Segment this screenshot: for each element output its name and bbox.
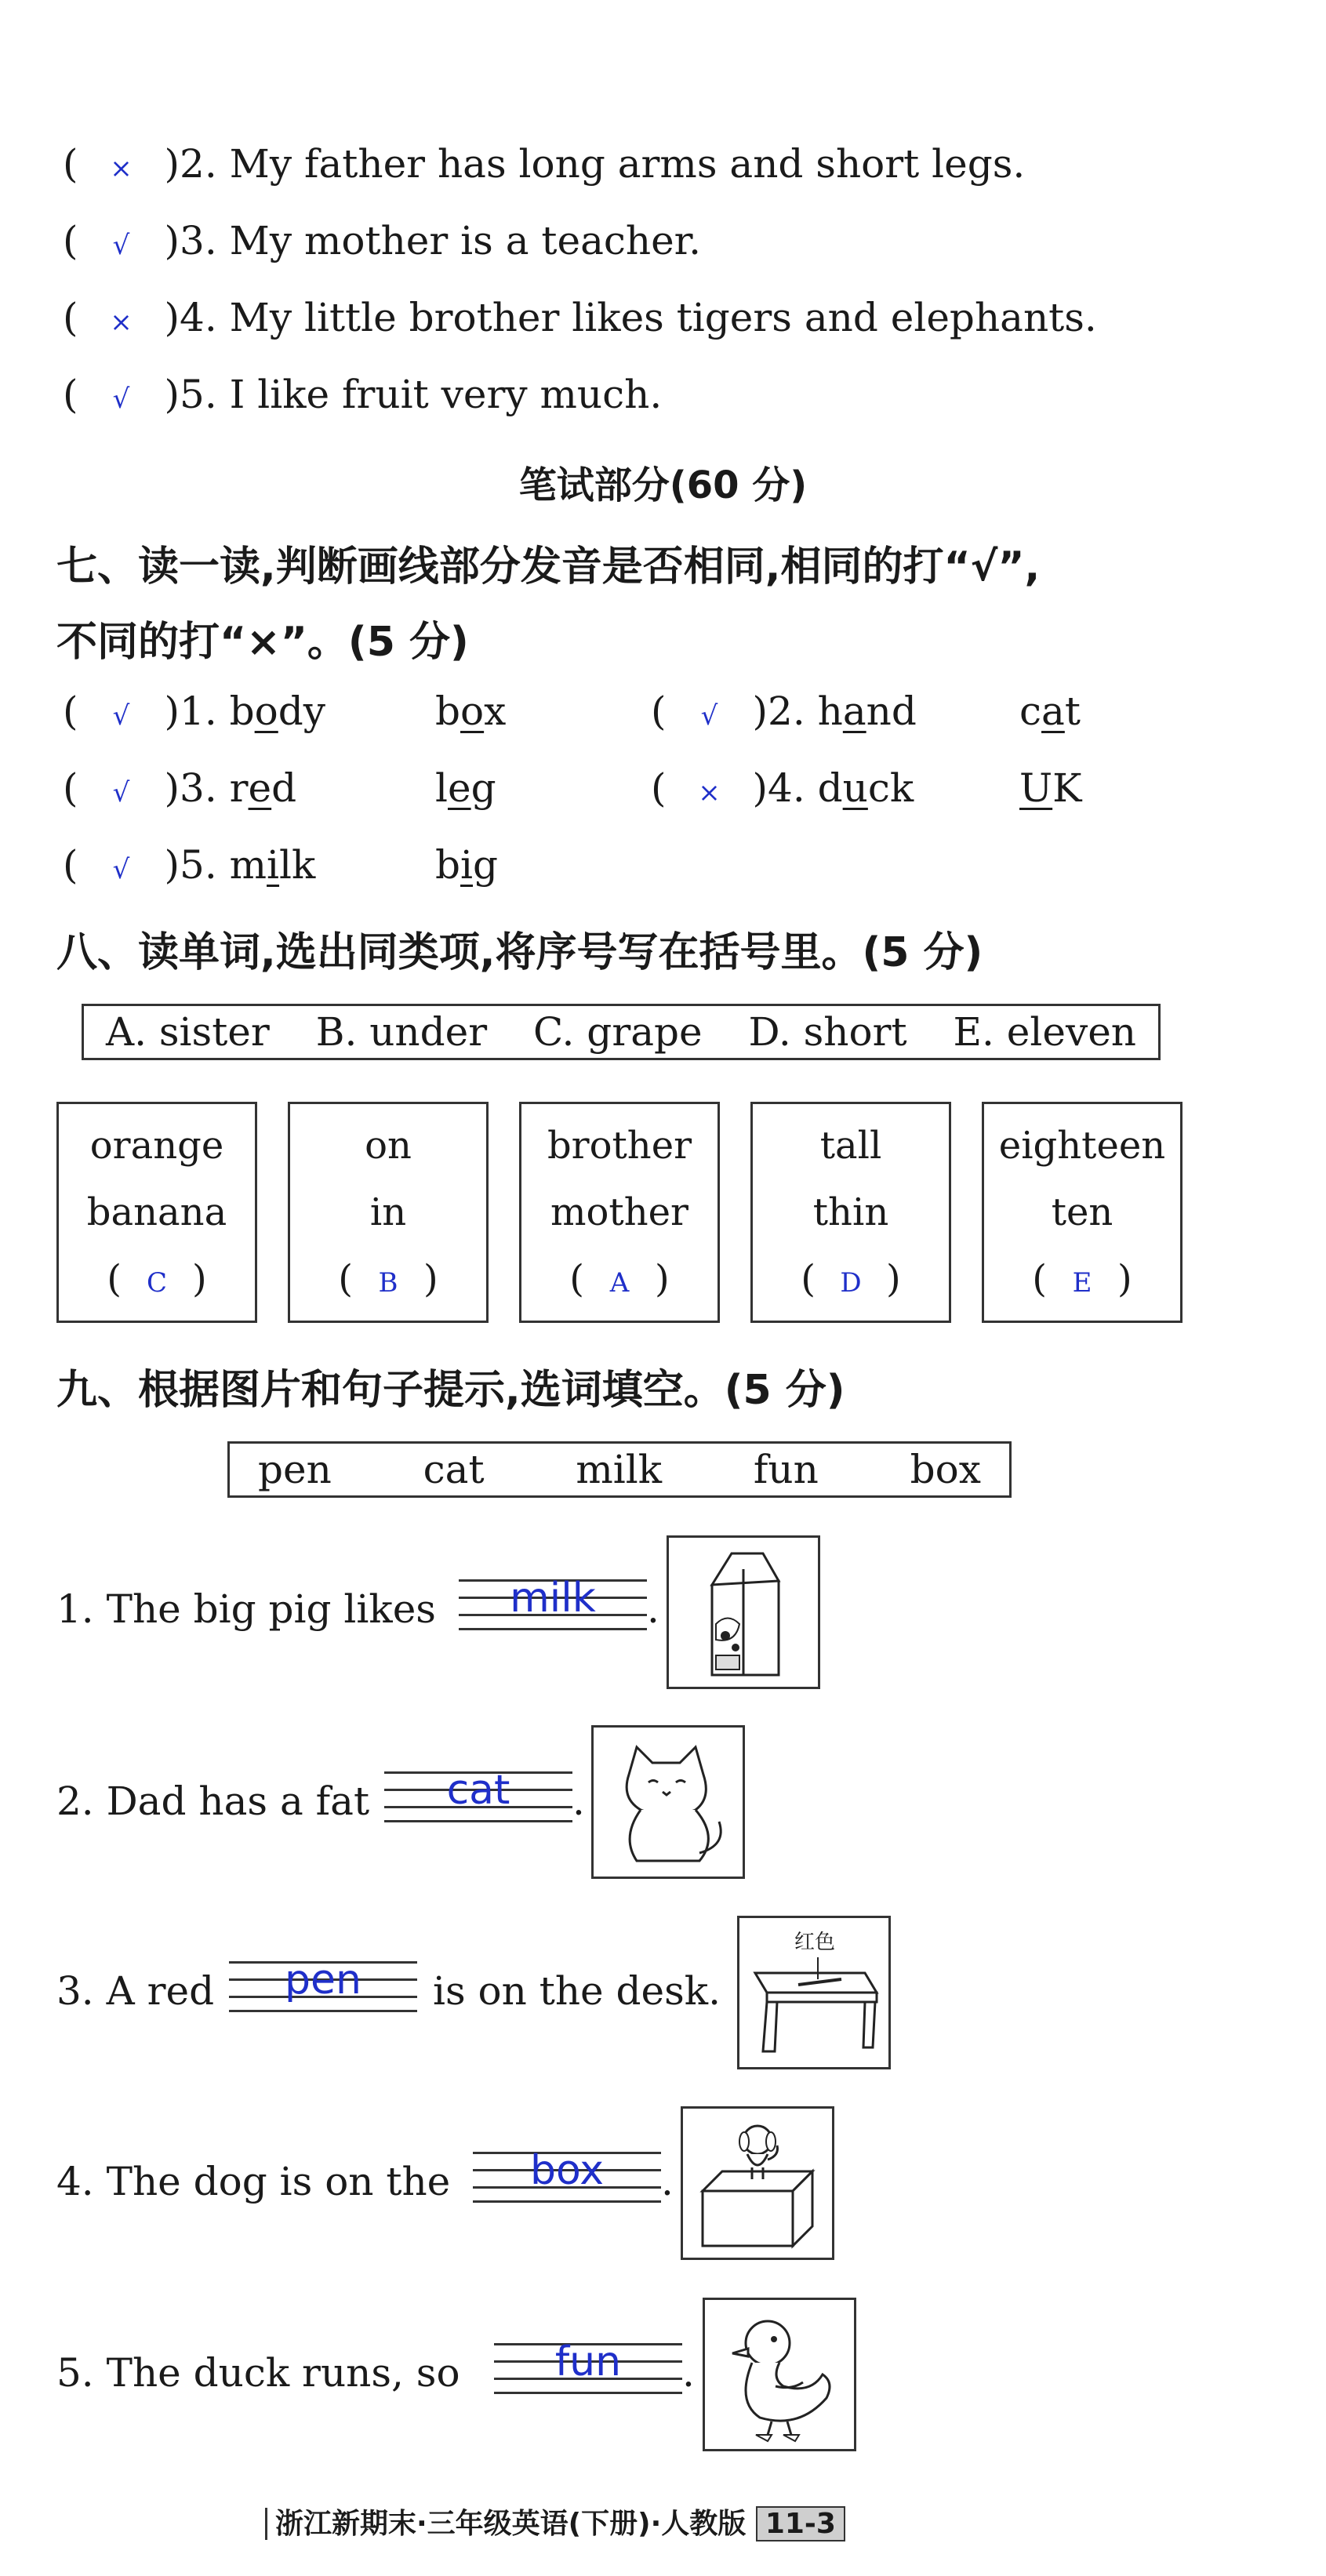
answer-mark: √ — [112, 777, 130, 808]
tf-item-5: ( √ )5. I like fruit very much. — [63, 372, 663, 417]
phonics-word-2: cat — [1019, 689, 1081, 734]
tf-text: )2. My father has long arms and short legs. — [164, 141, 1026, 187]
phonics-item-1: ( √ )1. body — [63, 689, 326, 734]
answer-mark: E — [1072, 1267, 1092, 1299]
option: B. under — [315, 1009, 488, 1055]
word-bank-item: pen — [258, 1447, 332, 1492]
answer-blank: box — [473, 2147, 661, 2194]
answer-mark: A — [609, 1267, 630, 1299]
answer-mark: × — [110, 307, 133, 338]
phonics-word-2: UK — [1019, 765, 1082, 811]
answer-mark: D — [840, 1267, 862, 1299]
answer-mark: √ — [112, 230, 130, 261]
milk-carton-picture — [667, 1535, 820, 1689]
section-7-title-line2: 不同的打“×”。(5 分) — [56, 619, 469, 666]
page-number: 11-3 — [756, 2506, 845, 2541]
page-footer: 浙江新期末·三年级英语(下册)·人教版 11-3 — [265, 2502, 845, 2541]
tf-item-4: ( × )4. My little brother likes tigers and elephants. — [63, 295, 1097, 340]
fill-item-3-text: 3. A red — [56, 1968, 215, 2014]
phonics-item-2: ( √ )2. hand — [651, 689, 917, 734]
answer-mark: √ — [112, 700, 130, 732]
tf-text: )4. My little brother likes tigers and elephants. — [164, 295, 1097, 340]
answer-blank: fun — [494, 2338, 682, 2385]
color-label: 红色 — [794, 1931, 836, 1954]
answer-mark: √ — [112, 383, 130, 415]
fill-item-5-text: 5. The duck runs, so — [56, 2350, 460, 2396]
word-card-4: tall thin ( D ) — [750, 1102, 951, 1323]
answer-blank: milk — [459, 1575, 647, 1622]
word-bank-item: box — [910, 1447, 981, 1492]
answer-mark: × — [698, 777, 721, 808]
word-card-2: on in ( B ) — [288, 1102, 489, 1323]
phonics-item-5: ( √ )5. milk — [63, 842, 316, 888]
word-options-box — [82, 1004, 1161, 1060]
word-card-3: brother mother ( A ) — [519, 1102, 720, 1323]
answer-mark: × — [110, 153, 133, 184]
answer-mark: B — [378, 1267, 398, 1299]
word-bank-item: cat — [423, 1447, 485, 1492]
fill-item-2-text: 2. Dad has a fat — [56, 1778, 370, 1824]
fill-item-1-text: 1. The big pig likes — [56, 1586, 436, 1632]
cat-picture — [591, 1725, 745, 1879]
answer-blank: pen — [229, 1957, 417, 2004]
section-7-title-line1: 七、读一读,判断画线部分发音是否相同,相同的打“√”, — [56, 543, 1041, 590]
answer-blank: cat — [384, 1767, 572, 1814]
dog-on-box-picture — [681, 2106, 834, 2260]
word-bank-item: milk — [576, 1447, 663, 1492]
desk-pen-picture — [737, 1916, 891, 2069]
option: A. sister — [106, 1009, 270, 1055]
word-bank-box — [227, 1441, 1012, 1498]
phonics-word-2: leg — [435, 765, 496, 811]
option: C. grape — [533, 1009, 703, 1055]
answer-mark: √ — [700, 700, 718, 732]
phonics-item-4: ( × )4. duck — [651, 765, 914, 811]
duck-picture — [703, 2298, 856, 2451]
tf-item-3: ( √ )3. My mother is a teacher. — [63, 218, 701, 263]
phonics-word-2: box — [435, 689, 507, 734]
tf-text: )5. I like fruit very much. — [164, 372, 663, 417]
section-8-title: 八、读单词,选出同类项,将序号写在括号里。(5 分) — [56, 929, 983, 976]
option: E. eleven — [953, 1009, 1136, 1055]
word-card-5: eighteen ten ( E ) — [982, 1102, 1183, 1323]
phonics-item-3: ( √ )3. red — [63, 765, 297, 811]
section-9-title: 九、根据图片和句子提示,选词填空。(5 分) — [56, 1367, 845, 1414]
option: D. short — [748, 1009, 907, 1055]
word-card-1: orange banana ( C ) — [56, 1102, 257, 1323]
written-part-title: 笔试部分(60 分) — [518, 463, 808, 507]
answer-mark: C — [146, 1267, 167, 1299]
tf-text: )3. My mother is a teacher. — [164, 218, 701, 263]
word-bank-item: fun — [753, 1447, 819, 1492]
phonics-word-2: big — [435, 842, 499, 888]
tf-item-2: ( × )2. My father has long arms and short legs. — [63, 141, 1026, 187]
answer-mark: √ — [112, 854, 130, 885]
fill-item-4-text: 4. The dog is on the — [56, 2159, 451, 2204]
